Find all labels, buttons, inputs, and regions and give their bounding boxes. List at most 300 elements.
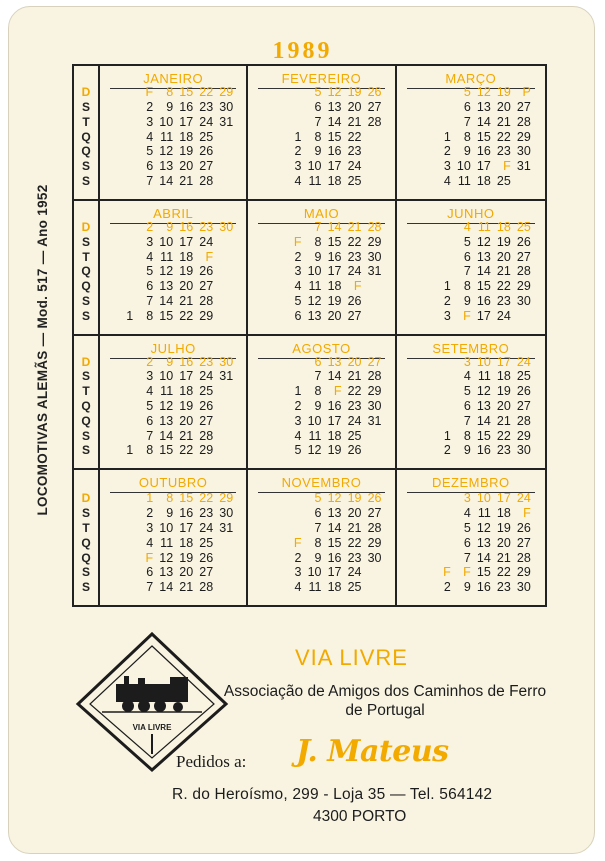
day-cell [281, 85, 301, 100]
day-cell [261, 399, 281, 414]
day-cell: 12 [476, 234, 491, 249]
day-cell [261, 384, 281, 399]
weekday-letter: S [81, 99, 90, 114]
day-cell [261, 443, 281, 458]
day-cell: 8 [314, 129, 322, 144]
day-cell [431, 100, 451, 115]
week-row [248, 521, 394, 536]
day-cell: 29 [367, 535, 382, 550]
day-cell: 16 [179, 506, 194, 521]
day-cell [411, 264, 431, 279]
month-name: JUNHO [407, 204, 535, 224]
day-cell: 14 [159, 428, 174, 443]
day-cell: 7 [146, 173, 154, 188]
day-cell: 27 [347, 308, 362, 323]
week-row [397, 536, 545, 551]
day-cell [411, 355, 431, 370]
day-cell: 23 [347, 550, 362, 565]
day-cell: 20 [496, 399, 511, 414]
day-cell: 29 [516, 428, 531, 443]
month-block [100, 470, 248, 605]
month-name: NOVEMBRO [258, 473, 384, 493]
day-cell [431, 85, 451, 100]
day-cell: 14 [159, 293, 174, 308]
day-cell [213, 551, 233, 566]
day-cell [281, 355, 301, 370]
week-row [100, 115, 246, 130]
day-cell [261, 355, 281, 370]
day-cell: 2 [443, 580, 451, 595]
week-row [100, 250, 246, 265]
day-cell [261, 174, 281, 189]
day-cell [431, 235, 451, 250]
day-cell: 10 [476, 354, 491, 369]
weekday-letter: Q [81, 144, 91, 159]
weekday-letter: Q [81, 550, 91, 565]
day-cell: 16 [327, 399, 342, 414]
day-cell: 20 [179, 159, 194, 174]
day-cell [361, 144, 381, 159]
day-cell: 10 [456, 159, 471, 174]
day-cell: 23 [496, 144, 511, 159]
day-cell: 24 [199, 114, 214, 129]
day-cell [213, 235, 233, 250]
week-row [397, 369, 545, 384]
day-cell: 27 [367, 99, 382, 114]
day-cell [213, 159, 233, 174]
day-cell [261, 159, 281, 174]
week-row [248, 551, 394, 566]
day-cell: 3 [146, 521, 154, 536]
day-cell: 15 [476, 428, 491, 443]
day-cell [361, 429, 381, 444]
day-cell [411, 414, 431, 429]
day-cell: 10 [159, 114, 174, 129]
day-cell: 12 [159, 550, 174, 565]
year-title: 1989 [272, 38, 333, 64]
day-cell: 19 [179, 264, 194, 279]
day-cell: 30 [516, 144, 531, 159]
week-row [248, 491, 394, 506]
day-cell: 12 [159, 144, 174, 159]
week-row [100, 521, 246, 536]
weekday-letter: Q [81, 264, 91, 279]
day-cell: 4 [294, 580, 302, 595]
day-cell [261, 264, 281, 279]
day-cell: 9 [314, 550, 322, 565]
day-cell: 15 [327, 129, 342, 144]
day-cell: 24 [199, 521, 214, 536]
day-cell: 11 [477, 219, 491, 234]
day-cell: 9 [463, 144, 471, 159]
day-cell: 12 [327, 85, 342, 100]
day-cell: 26 [367, 491, 382, 506]
day-cell [431, 551, 451, 566]
day-cell: 13 [327, 99, 342, 114]
day-cell: 6 [146, 565, 154, 580]
day-cell: 10 [476, 491, 491, 506]
day-cell: 9 [166, 354, 174, 369]
day-cell [213, 130, 233, 145]
day-cell: 23 [347, 144, 362, 159]
month-block [248, 66, 396, 201]
day-cell: 26 [367, 85, 382, 100]
weekday-column [74, 201, 100, 336]
day-cell: 30 [367, 399, 382, 414]
week-row [397, 279, 545, 294]
day-cell: 21 [179, 580, 194, 595]
day-cell [431, 355, 451, 370]
day-cell: 19 [179, 144, 194, 159]
day-cell: 28 [199, 173, 214, 188]
day-cell: 12 [327, 491, 342, 506]
week-row [248, 115, 394, 130]
day-cell: 10 [159, 369, 174, 384]
day-cell [431, 506, 451, 521]
day-cell: 30 [516, 580, 531, 595]
day-cell: 11 [477, 369, 491, 384]
day-cell: 18 [496, 369, 511, 384]
week-row [248, 144, 394, 159]
day-cell: 22 [179, 308, 194, 323]
day-cell [261, 294, 281, 309]
day-cell: 29 [199, 443, 214, 458]
day-cell: 7 [314, 369, 322, 384]
day-cell: 12 [476, 384, 491, 399]
month-block [248, 201, 396, 336]
day-cell [261, 85, 281, 100]
day-cell: 27 [199, 279, 214, 294]
day-cell: 8 [463, 129, 471, 144]
week-row [248, 294, 394, 309]
day-cell: 2 [443, 443, 451, 458]
week-row [248, 429, 394, 444]
day-cell [213, 414, 233, 429]
day-cell: 2 [443, 293, 451, 308]
day-cell: 18 [327, 279, 342, 294]
day-cell: F [463, 565, 471, 580]
day-cell [361, 565, 381, 580]
day-cell: 17 [179, 114, 194, 129]
day-cell: 11 [160, 129, 174, 144]
month-name: JULHO [110, 339, 236, 359]
day-cell: 4 [463, 506, 471, 521]
week-row [397, 491, 545, 506]
day-cell: 29 [219, 491, 234, 506]
day-cell: 25 [199, 129, 214, 144]
day-cell: 19 [496, 521, 511, 536]
week-row [100, 279, 246, 294]
day-cell: 28 [367, 521, 382, 536]
day-cell [113, 144, 133, 159]
day-cell: 13 [476, 535, 491, 550]
day-cell [411, 115, 431, 130]
day-cell: 12 [476, 85, 491, 100]
weekday-letter: S [81, 173, 90, 188]
day-cell: 29 [516, 279, 531, 294]
day-cell: 28 [516, 114, 531, 129]
day-cell: 20 [496, 99, 511, 114]
week-row [248, 536, 394, 551]
day-cell: 3 [443, 308, 451, 323]
day-cell: 30 [367, 550, 382, 565]
day-cell: 21 [496, 413, 511, 428]
weekday-letter: D [81, 85, 91, 100]
day-cell: 4 [294, 173, 302, 188]
day-cell [411, 399, 431, 414]
day-cell: 8 [314, 535, 322, 550]
day-cell: 20 [496, 249, 511, 264]
day-cell [431, 220, 451, 235]
month-block [248, 336, 396, 471]
day-cell: 27 [199, 159, 214, 174]
day-cell: 29 [199, 308, 214, 323]
day-cell: 1 [294, 384, 302, 399]
day-cell: 11 [477, 506, 491, 521]
day-cell: 7 [314, 219, 322, 234]
day-cell: 6 [314, 506, 322, 521]
day-cell: 16 [476, 293, 491, 308]
day-cell: 13 [159, 159, 174, 174]
week-row [248, 130, 394, 145]
day-cell: 4 [146, 535, 154, 550]
day-cell: 10 [307, 264, 322, 279]
day-cell: 22 [347, 535, 362, 550]
week-row [100, 159, 246, 174]
day-cell: 12 [159, 264, 174, 279]
weekday-letter: T [82, 384, 90, 399]
day-cell [411, 536, 431, 551]
day-cell: F [443, 565, 451, 580]
day-cell: 11 [160, 249, 174, 264]
day-cell: 9 [166, 219, 174, 234]
day-cell: 28 [199, 580, 214, 595]
day-cell: 28 [516, 264, 531, 279]
month-name: MAIO [258, 204, 384, 224]
day-cell: 19 [347, 85, 362, 100]
day-cell: 18 [327, 428, 342, 443]
week-row [100, 264, 246, 279]
day-cell [213, 250, 233, 265]
day-cell: 21 [347, 521, 362, 536]
day-cell: F [503, 159, 511, 174]
day-cell: 5 [463, 234, 471, 249]
week-row [248, 384, 394, 399]
day-cell: 17 [496, 491, 511, 506]
day-cell [213, 429, 233, 444]
day-cell: 9 [314, 399, 322, 414]
day-cell [281, 220, 301, 235]
day-cell: 8 [314, 234, 322, 249]
day-cell: 24 [199, 234, 214, 249]
day-cell [213, 309, 233, 324]
weekday-letter: S [81, 428, 90, 443]
day-cell: 8 [166, 85, 174, 100]
day-cell [113, 174, 133, 189]
day-cell: 15 [159, 308, 174, 323]
day-cell: 2 [146, 99, 154, 114]
day-cell [431, 491, 451, 506]
day-cell: 17 [476, 308, 491, 323]
day-cell: 28 [199, 428, 214, 443]
day-cell: 21 [496, 550, 511, 565]
day-cell: 5 [294, 293, 302, 308]
week-row [100, 130, 246, 145]
day-cell [113, 491, 133, 506]
day-cell [411, 580, 431, 595]
day-cell [411, 130, 431, 145]
day-cell: 16 [327, 249, 342, 264]
day-cell: 13 [159, 413, 174, 428]
day-cell [511, 174, 531, 189]
week-row [248, 264, 394, 279]
day-cell: 17 [327, 159, 342, 174]
week-row [248, 399, 394, 414]
day-cell: 25 [516, 219, 531, 234]
weekday-letter: Q [81, 129, 91, 144]
day-cell: 10 [159, 521, 174, 536]
day-cell: 18 [179, 249, 194, 264]
month-name: AGOSTO [258, 339, 384, 359]
day-cell [431, 384, 451, 399]
day-cell: 28 [367, 114, 382, 129]
day-cell: 12 [159, 399, 174, 414]
day-cell [261, 309, 281, 324]
week-row [100, 85, 246, 100]
day-cell: 3 [443, 159, 451, 174]
day-cell [261, 506, 281, 521]
month-block [248, 470, 396, 605]
day-cell: 3 [146, 234, 154, 249]
logo-text: VIA LIVRE [132, 723, 172, 732]
calendar-grid [72, 64, 547, 607]
day-cell: 14 [159, 173, 174, 188]
day-cell: 23 [347, 249, 362, 264]
brand-signature: J. Mateus [296, 734, 449, 769]
day-cell: 25 [347, 580, 362, 595]
day-cell [261, 235, 281, 250]
day-cell: 23 [496, 443, 511, 458]
day-cell [113, 580, 133, 595]
day-cell [411, 235, 431, 250]
day-cell: 4 [146, 384, 154, 399]
month-block [100, 336, 248, 471]
day-cell: 14 [327, 369, 342, 384]
day-cell: 4 [146, 129, 154, 144]
association-name [190, 682, 580, 720]
day-cell: 25 [516, 369, 531, 384]
day-cell: 6 [463, 249, 471, 264]
day-cell: 23 [496, 580, 511, 595]
week-row [248, 220, 394, 235]
day-cell [113, 384, 133, 399]
day-cell: 11 [308, 279, 322, 294]
day-cell: 4 [294, 428, 302, 443]
day-cell: 23 [347, 399, 362, 414]
day-cell: 26 [199, 550, 214, 565]
day-cell: 20 [347, 354, 362, 369]
day-cell: F [333, 384, 342, 399]
day-cell [411, 159, 431, 174]
day-cell [361, 279, 381, 294]
day-cell: 6 [146, 159, 154, 174]
day-cell: 18 [179, 384, 194, 399]
day-cell [261, 144, 281, 159]
day-cell: 5 [463, 85, 471, 100]
day-cell [261, 414, 281, 429]
day-cell: 27 [199, 565, 214, 580]
day-cell [431, 115, 451, 130]
day-cell [261, 100, 281, 115]
day-cell: 28 [516, 413, 531, 428]
day-cell: 9 [314, 249, 322, 264]
day-cell: 5 [146, 264, 154, 279]
day-cell [431, 521, 451, 536]
day-cell: F [293, 234, 302, 249]
day-cell [213, 294, 233, 309]
week-row [100, 565, 246, 580]
day-cell [213, 565, 233, 580]
week-row [100, 294, 246, 309]
day-cell: 16 [327, 550, 342, 565]
day-cell: 30 [219, 354, 234, 369]
month-block [397, 336, 545, 471]
week-row [100, 580, 246, 595]
day-cell: 22 [347, 129, 362, 144]
day-cell: 29 [219, 85, 234, 100]
day-cell: 3 [294, 565, 302, 580]
day-cell: 22 [496, 428, 511, 443]
day-cell: 5 [294, 443, 302, 458]
day-cell: 21 [179, 428, 194, 443]
week-row [397, 220, 545, 235]
day-cell [261, 580, 281, 595]
week-row [100, 384, 246, 399]
week-row [248, 159, 394, 174]
day-cell [411, 85, 431, 100]
weekday-letter: T [82, 114, 90, 129]
week-row [397, 443, 545, 458]
day-cell [431, 399, 451, 414]
day-cell: 26 [199, 264, 214, 279]
day-cell: 24 [496, 308, 511, 323]
day-cell [213, 399, 233, 414]
day-cell [411, 551, 431, 566]
day-cell: 26 [199, 399, 214, 414]
day-cell: 23 [199, 506, 214, 521]
weekday-letter: S [81, 506, 90, 521]
day-cell [113, 506, 133, 521]
day-cell: P [522, 85, 531, 100]
day-cell: 26 [516, 521, 531, 536]
month-block [397, 201, 545, 336]
day-cell: 19 [496, 234, 511, 249]
day-cell: 7 [146, 580, 154, 595]
week-row [397, 250, 545, 265]
day-cell: 7 [314, 114, 322, 129]
day-cell: 10 [307, 159, 322, 174]
day-cell: 1 [443, 279, 451, 294]
day-cell: 24 [347, 565, 362, 580]
week-row [397, 414, 545, 429]
day-cell: 8 [146, 308, 154, 323]
day-cell: 15 [476, 279, 491, 294]
day-cell: 22 [347, 234, 362, 249]
day-cell [361, 294, 381, 309]
weekday-letter: T [82, 249, 90, 264]
day-cell: 22 [347, 384, 362, 399]
day-cell [281, 100, 301, 115]
